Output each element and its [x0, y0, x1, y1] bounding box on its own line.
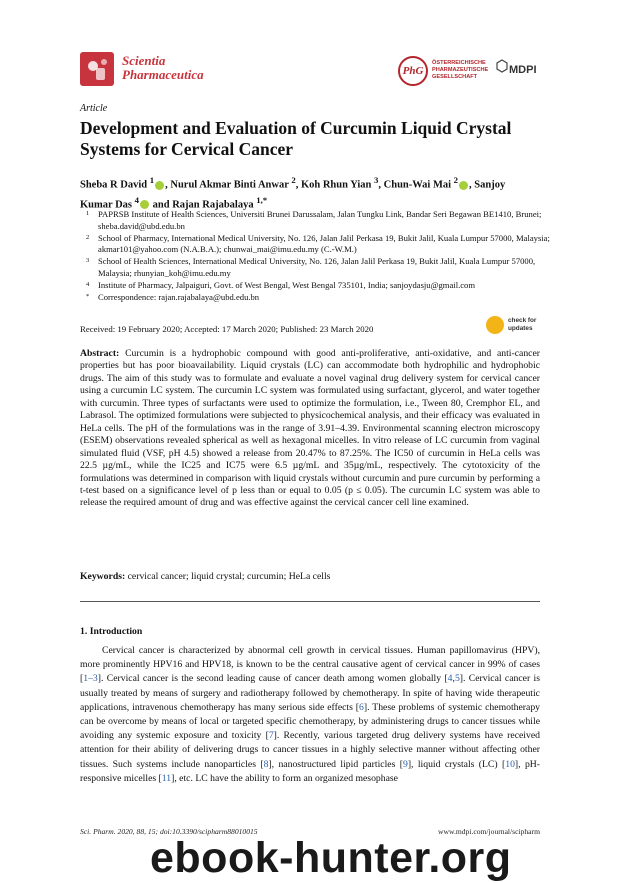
- citation-link[interactable]: 11: [161, 772, 172, 784]
- author-name: Chun-Wai Mai: [383, 179, 452, 191]
- affiliation-item: 2 School of Pharmacy, International Medical University, No. 126, Jalan Jalil Perkasa 19, Bukit Jalil, Kuala Lumpur 57000, Malaysia; akmar101@yahoo.com (N.A.B.A.); chunwai_mai@imu.edu.my (C.-W.M.): [86, 232, 550, 255]
- orcid-icon[interactable]: [155, 181, 164, 190]
- author-name: Sheba R David: [80, 179, 148, 191]
- abstract-text: Curcumin is a hydrophobic compound with good anti-proliferative, anti-oxidative, and anti-cancer properties but has poor bioavailability. Liquid crystals (LC) can accommodate both hydrophilic and hydrophobic drugs. The aim of this study was to formulate and evaluate a novel vaginal drug delivery system for cervical cancer using a curcumin LC system. The curcumin LC system was formulated using surfactant, glycerol, and water together with curcumin. Three types of surfactants were used to optimize the formulation, i.e., Tween 80, Cremphor EL, and Labrasol. The optimized formulations were subjected to physicochemical analysis, and their efficacy was evaluated in HeLa cells. The pH of the formulations was in the range of 3.91–4.39. Environmental scanning electron microscopy (ESEM) observations revealed spherical as well as hexagonal micelles. In vitro release of LC curcumin from vaginal simulated fluid (VSF, pH 4.5) showed a release from 20.47% to 87.25%. The IC50 of curcumin in HeLa cells was 22.5 µg/mL, while the IC25 and IC75 were 6.5 µg/mL and 35µg/mL, respectively. The cytotoxicity of the formulations was determined in comparison with liquid crystals without curcumin and pure curcumin by performing a t-test based on a significance level of p less than or equal to 0.05 (p ≤ 0.05). The curcumin LC system was able to release the required amount of drug and was effective against the cervical cancer cell line examined.: [80, 348, 540, 509]
- citation-link[interactable]: 7: [268, 730, 274, 742]
- author-list: Sheba R David $^1$ , Nurul Akmar Binti Anwar $^2$, Koh Rhun Yian $^3$, Chun-Wai Mai $^2$ , Sanjoy Kumar Das $^4$ and Rajan Rajabalaya $^{1,*}$: [80, 175, 506, 210]
- author-name: Nurul Akmar Binti Anwar: [170, 179, 289, 191]
- abstract-label: Abstract:: [80, 348, 120, 359]
- affiliation-item: 1 PAPRSB Institute of Health Sciences, Universiti Brunei Darussalam, Jalan Tungku Link, Bandar Seri Begawan BE1410, Brunei; sheba.david@ubd.edu.bn: [86, 209, 542, 231]
- check-for-updates-badge[interactable]: check for updates: [486, 316, 544, 336]
- citation-link[interactable]: 1–3: [83, 673, 98, 685]
- journal-name: Scientia Pharmaceutica: [122, 53, 204, 82]
- author-name: Sanjoy Kumar Das: [80, 179, 506, 210]
- citation-link[interactable]: 9: [402, 758, 408, 770]
- affiliation-item: * Correspondence: rajan.rajabalaya@ubd.edu.bn: [86, 291, 260, 302]
- keywords: [80, 571, 540, 583]
- publication-dates: Received: 19 February 2020; Accepted: 17 March 2020; Published: 23 March 2020: [80, 324, 374, 334]
- mdpi-logo-text: MDPI: [509, 64, 537, 76]
- affiliation-list: [80, 209, 550, 303]
- citation-link[interactable]: 8: [263, 758, 269, 770]
- keywords-label: Keywords:: [80, 571, 126, 582]
- journal-logo-icon: [80, 52, 114, 86]
- citation-link[interactable]: 6: [359, 701, 364, 713]
- pho-society-name: ÖSTERREICHISCHE PHARMAZEUTISCHE GESELLSCHAFT: [432, 60, 489, 80]
- introduction-paragraph: Cervical cancer is characterized by abnormal cell growth in cervical tissues. Human papillomavirus (HPV), more prominently HPV16 and HPV18, is known to be the central causative agent of cervical cancer in 99% of cases [1–3]. Cervical cancer is the second leading cause of cancer death among women globally [4,5]. Cervical cancer is usually treated by means of surgery and radiotherapy followed by chemotherapy. In spite of having wide therapeutic applications, intravenous chemotherapy has many serious side effects [6]. These problems of systemic chemotherapy can be overcome by means of local or targeted specific chemotherapy, by administering drugs to cancer tissues while avoiding any systemic exposure and toxicity [7]. Recently, various targeted drug delivery systems have received attention for their ability of delivering drugs to cancer tissues in a highly selective manner without affecting other tissues. Such systems include nanoparticles [8], nanostructured lipid particles [9], liquid crystals (LC) [10], pH-responsive micelles [11], etc. LC have the ability to form an organized mesophase: [80, 645, 541, 784]
- article-type: Article: [80, 103, 108, 114]
- abstract: [80, 348, 540, 510]
- check-updates-icon: [486, 316, 504, 334]
- citation-link[interactable]: 4: [447, 673, 453, 685]
- watermark: ebook-hunter.org: [150, 834, 512, 882]
- pho-logo-icon: PhG: [398, 56, 428, 86]
- author-name: Koh Rhun Yian: [300, 179, 372, 191]
- orcid-icon[interactable]: [459, 181, 468, 190]
- section-title: 1. Introduction: [80, 626, 143, 637]
- mdpi-logo[interactable]: [496, 58, 540, 82]
- orcid-icon[interactable]: [140, 200, 149, 209]
- footer-url[interactable]: www.mdpi.com/journal/scipharm: [437, 827, 540, 836]
- keywords-text: cervical cancer; liquid crystal; curcumin; HeLa cells: [127, 571, 331, 582]
- author-name: Rajan Rajabalaya: [172, 199, 254, 210]
- citation-link[interactable]: 10: [505, 758, 515, 770]
- affiliation-item: 3 School of Health Sciences, International Medical University, No. 126, Jalan Jalil Perkasa 19, Bukit Jalil, Kuala Lumpur 57000, Malaysia; rhunyian_koh@imu.edu.my: [86, 256, 536, 278]
- section-divider: [80, 601, 540, 602]
- article-title: Development and Evaluation of Curcumin Liquid Crystal Systems for Cervical Cancer: [80, 118, 512, 159]
- affiliation-item: 4 Institute of Pharmacy, Jalpaiguri, Govt. of West Bengal, West Bengal 735101, India; sanjoydasju@gmail.com: [86, 279, 476, 290]
- citation-link[interactable]: 5: [454, 673, 460, 685]
- footer-citation: Sci. Pharm. 2020, 88, 15; doi:10.3390/scipharm88010015: [80, 827, 258, 836]
